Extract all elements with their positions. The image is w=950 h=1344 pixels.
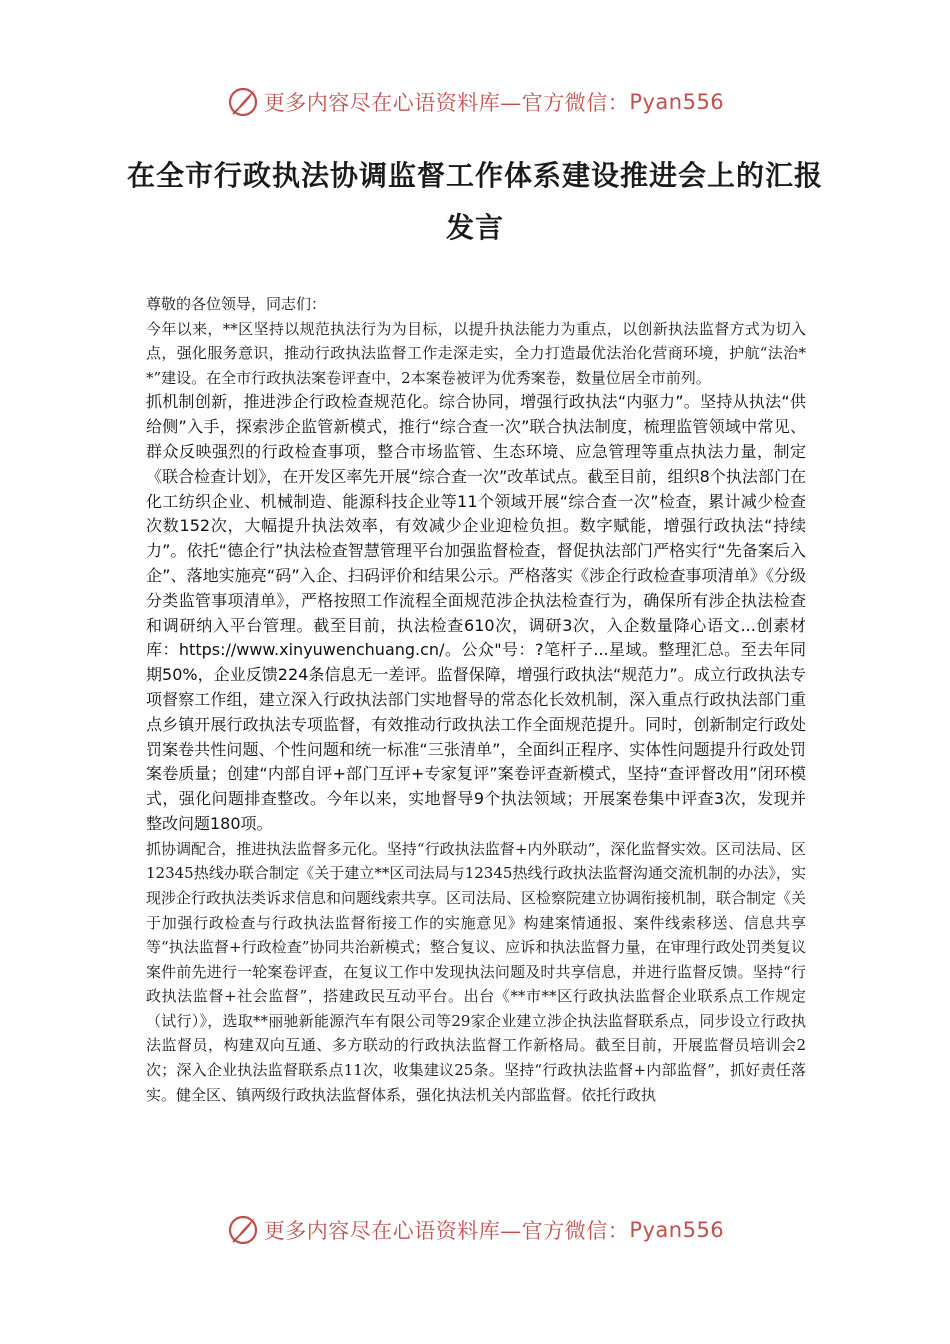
body-paragraph: 抓协调配合，推进执法监督多元化。坚持“行政执法监督+内外联动”，深化监督实效。区司法局、区12345热线办联合制定《关于建立**区司法局与12345热线行政执法监督沟通交流机制的办法》，实现涉企行政执法类诉求信息和问题线索共享。区司法局、区检察院建立协调衔接机制，联合制定《关于加强行政检查与行政执法监督衔接工作的实施意见》构建案情通报、案件线索移送、信息共享等“执法监督+行政检查”协同共治新模式；整合复议、应诉和执法监督力量，在审理行政处罚类复议案件前先进行一轮案卷评查，在复议工作中发现执法问题及时共享信息，并进行监督反馈。坚持“行政执法监督+社会监督”，搭建政民互动平台。出台《**市**区行政执法监督企业联系点工作规定（试行）》，选取**丽驰新能源汽车有限公司等29家企业建立涉企执法监督联系点，同步设立行政执法监督员，构建双向互通、多方联动的行政执法监督工作新格局。截至目前，开展监督员培训会2次；深入企业执法监督联系点11次，收集建议25条。坚持“行政执法监督+内部监督”，抓好责任落实。健全区、镇两级行政执法监督体系，强化执法机关内部监督。依托行政执 [146, 839, 807, 1104]
body-paragraph: 今年以来，**区坚持以规范执法行为为目标，以提升执法能力为重点，以创新执法监督方式为切入点，强化服务意识，推动行政执法监督工作走深走实，全力打造最优法治化营商环境，护航“法治**”建设。在全市行政执法案卷评查中，2本案卷被评为优秀案卷，数量位居全市前列。 [146, 319, 806, 387]
banner-text: 更多内容尽在心语资料库—官方微信： [263, 91, 630, 115]
banner-wechat-id: Pyan556 [629, 1218, 725, 1242]
document-title: 在全市行政执法协调监督工作体系建设推进会上的汇报发言 [126, 159, 823, 244]
footer-watermark-banner [0, 1210, 950, 1250]
quill-logo-icon [226, 1213, 260, 1247]
body-paragraph: 抓机制创新，推进涉企行政检查规范化。综合协同，增强行政执法“内驱力”。坚持从执法“供给侧”入手，探索涉企监管新模式，推行“综合查一次”联合执法制度，梳理监管领域中常见、群众反映强烈的行政检查事项，整合市场监管、生态环境、应急管理等重点执法力量，制定《联合检查计划》，在开发区率先开展“综合查一次”改革试点。截至目前，组织8个执法部门在化工纺织企业、机械制造、能源科技企业等11个领域开展“综合查一次”检查，累计减少检查次数152次，大幅提升执法效率，有效减少企业迎检负担。数字赋能，增强行政执法“持续力”。依托“德企行”执法检查智慧管理平台加强监督检查，督促执法部门严格实行“先备案后入企”、落地实施亮“码”入企、扫码评价和结果公示。严格落实《涉企行政检查事项清单》《分级分类监管事项清单》，严格按照工作流程全面规范涉企执法检查行为，确保所有涉企执法检查和调研纳入平台管理。截至目前，执法检查610次，调研3次，入企数量降心语文...创素材库：https://www.xinyuwenchuang.cn/。公众"号：?笔杆子...星域。整理汇总。至去年同期50%，企业反馈224条信息无一差评。监督保障，增强行政执法“规范力”。成立行政执法专项督察工作组，建立深入行政执法部门实地督导的常态化长效机制，深入重点行政执法部门重点乡镇开展行政执法专项监督，有效推动行政执法工作全面规范提升。同时，创新制定行政处罚案卷共性问题、个性问题和统一标准“三张清单”，全面纠正程序、实体性问题提升行政处罚案卷质量；创建“内部自评+部门互评+专家复评”案卷评查新模式，坚持“查评督改用”闭环模式，强化问题排查整改。今年以来，实地督导9个执法领域；开展案卷集中评查3次，发现并整改问题180项。 [146, 392, 806, 833]
header-watermark-banner [0, 82, 950, 122]
banner-text: 更多内容尽在心语资料库—官方微信： [263, 1219, 630, 1243]
salutation: 尊敬的各位领导，同志们： [146, 295, 327, 313]
quill-logo-icon [226, 85, 260, 119]
banner-wechat-id: Pyan556 [629, 90, 725, 114]
document-body [146, 292, 806, 1107]
